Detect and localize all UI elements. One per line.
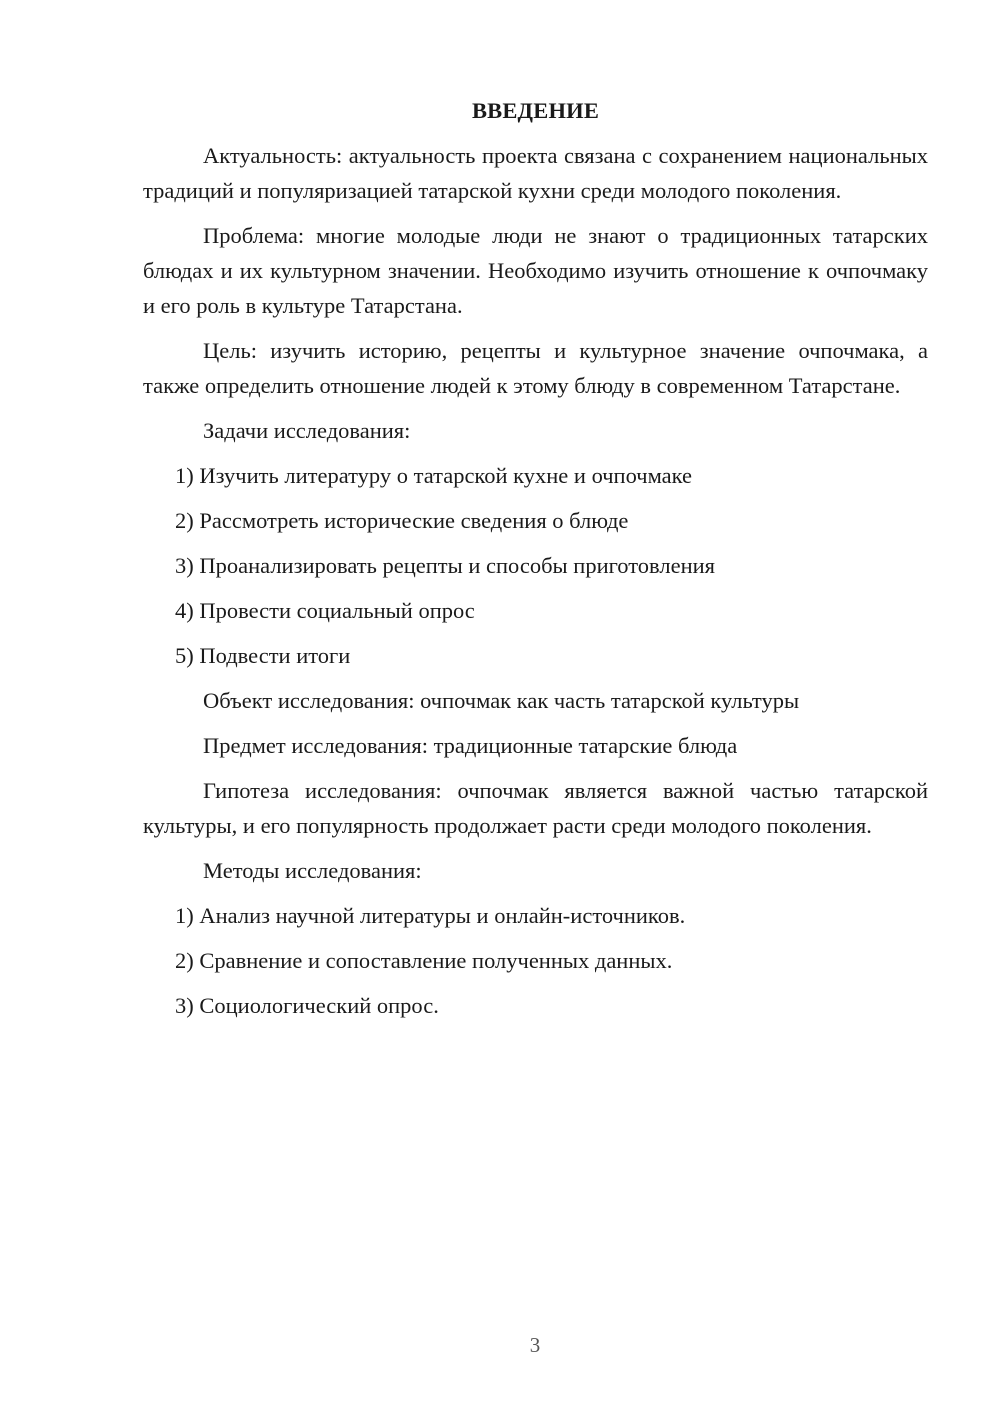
hypothesis-paragraph: Гипотеза исследования: очпочмак является важной частью татарской культуры, и его популярность продолжает расти среди молодого поколения.	[143, 778, 928, 838]
goal-paragraph: Цель: изучить историю, рецепты и культурное значение очпочмака, а также определить отношение людей к этому блюду в современном Татарстане.	[143, 338, 928, 398]
list-item: 2) Рассмотреть исторические сведения о блюде	[175, 508, 629, 533]
object-line: Объект исследования: очпочмак как часть татарской культуры	[203, 688, 800, 713]
list-item: 3) Социологический опрос.	[175, 993, 439, 1018]
problem-paragraph: Проблема: многие молодые люди не знают о традиционных татарских блюдах и их культурном значении. Необходимо изучить отношение к очпочмаку и его роль в культуре Татарстана.	[143, 223, 928, 318]
list-item: 1) Изучить литературу о татарской кухне и очпочмаке	[175, 463, 693, 488]
list-item: 1) Анализ научной литературы и онлайн-источников.	[175, 903, 686, 928]
list-item: 5) Подвести итоги	[175, 643, 351, 668]
list-item: 4) Провести социальный опрос	[175, 598, 475, 623]
tasks-list	[143, 458, 928, 673]
methods-title: Методы исследования:	[203, 858, 422, 883]
page-number: 3	[529, 1333, 541, 1357]
tasks-title: Задачи исследования:	[203, 418, 411, 443]
list-item: 3) Проанализировать рецепты и способы приготовления	[175, 553, 715, 578]
document-page	[143, 94, 928, 1033]
methods-list	[143, 898, 928, 1023]
relevance-paragraph: Актуальность: актуальность проекта связана с сохранением национальных традиций и популяризацией татарской кухни среди молодого поколения.	[143, 143, 928, 203]
subject-line: Предмет исследования: традиционные татарские блюда	[203, 733, 738, 758]
section-heading: ВВЕДЕНИЕ	[471, 98, 600, 123]
list-item: 2) Сравнение и сопоставление полученных данных.	[175, 948, 673, 973]
